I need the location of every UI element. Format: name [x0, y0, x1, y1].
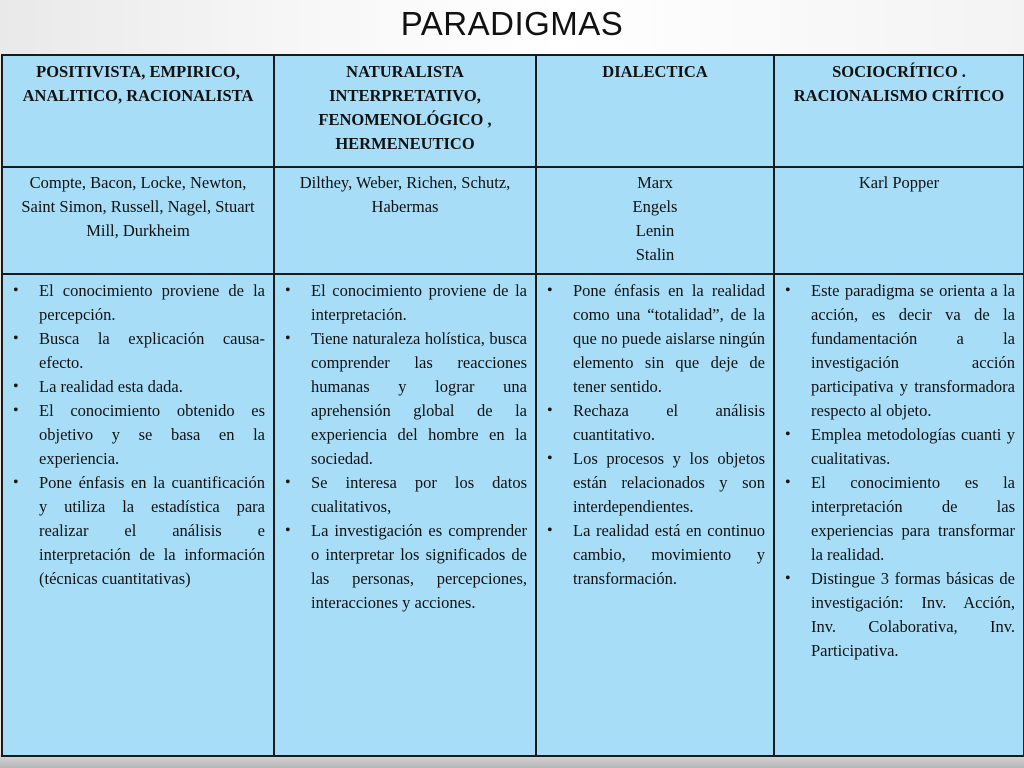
bullet-item: • Se interesa por los datos cualitativos, [283, 471, 527, 519]
header-row [2, 55, 1024, 167]
bullet-item: • El conocimiento proviene de la percepción. [11, 279, 265, 327]
bullet-item: • La realidad esta dada. [11, 375, 265, 399]
header-dialectica: DIALECTICA [536, 55, 774, 167]
bullet-list [783, 279, 1015, 663]
slide-title: PARADIGMAS [400, 5, 624, 42]
description-dialectica [536, 274, 774, 756]
description-positivista [2, 274, 274, 756]
paradigms-table [1, 54, 1024, 757]
author-name: Lenin [635, 221, 675, 240]
authors-naturalista: Dilthey, Weber, Richen, Schutz, Habermas [274, 167, 536, 274]
authors-dialectica [536, 167, 774, 274]
authors-row [2, 167, 1024, 274]
bullet-item: • Distingue 3 formas básicas de investigación: Inv. Acción, Inv. Colaborativa, Inv. Participativa. [783, 567, 1015, 663]
bullet-item: • El conocimiento es la interpretación de las experiencias para transformar la realidad. [783, 471, 1015, 567]
author-name: Engels [632, 197, 678, 216]
bullet-item: • Pone énfasis en la realidad como una “totalidad”, de la que no puede aislarse ningún elemento sin que deje de tener sentido. [545, 279, 765, 399]
description-row [2, 274, 1024, 756]
header-positivista: POSITIVISTA, EMPIRICO, ANALITICO, RACIONALISTA [2, 55, 274, 167]
bullet-item: • Este paradigma se orienta a la acción, es decir va de la fundamentación a la investigación acción participativa y transformadora respecto al objeto. [783, 279, 1015, 423]
header-sociocritico: SOCIOCRÍTICO . RACIONALISMO CRÍTICO [774, 55, 1024, 167]
bullet-item: • La investigación es comprender o interpretar los significados de las personas, percepciones, interacciones y acciones. [283, 519, 527, 615]
bullet-item: • El conocimiento obtenido es objetivo y se basa en la experiencia. [11, 399, 265, 471]
bullet-list [283, 279, 527, 615]
bullet-item: • Los procesos y los objetos están relacionados y son interdependientes. [545, 447, 765, 519]
author-name: Stalin [635, 245, 675, 264]
bullet-item: • Rechaza el análisis cuantitativo. [545, 399, 765, 447]
bullet-item: • Pone énfasis en la cuantificación y utiliza la estadística para realizar el análisis e interpretación de la información (técnicas cuantitativas) [11, 471, 265, 591]
bullet-item: • El conocimiento proviene de la interpretación. [283, 279, 527, 327]
authors-positivista: Compte, Bacon, Locke, Newton, Saint Simon, Russell, Nagel, Stuart Mill, Durkheim [2, 167, 274, 274]
bullet-list [11, 279, 265, 591]
bullet-item: • Busca la explicación causa-efecto. [11, 327, 265, 375]
description-naturalista [274, 274, 536, 756]
bullet-item: • Emplea metodologías cuanti y cualitativas. [783, 423, 1015, 471]
bullet-item: • La realidad está en continuo cambio, movimiento y transformación. [545, 519, 765, 591]
bullet-list [545, 279, 765, 591]
author-name: Marx [637, 173, 673, 192]
header-naturalista: NATURALISTA INTERPRETATIVO, FENOMENOLÓGICO , HERMENEUTICO [274, 55, 536, 167]
bullet-item: • Tiene naturaleza holística, busca comprender las reacciones humanas y lograr una aprehensión global de la experiencia del hombre en la sociedad. [283, 327, 527, 471]
authors-sociocritico: Karl Popper [774, 167, 1024, 274]
description-sociocritico [774, 274, 1024, 756]
